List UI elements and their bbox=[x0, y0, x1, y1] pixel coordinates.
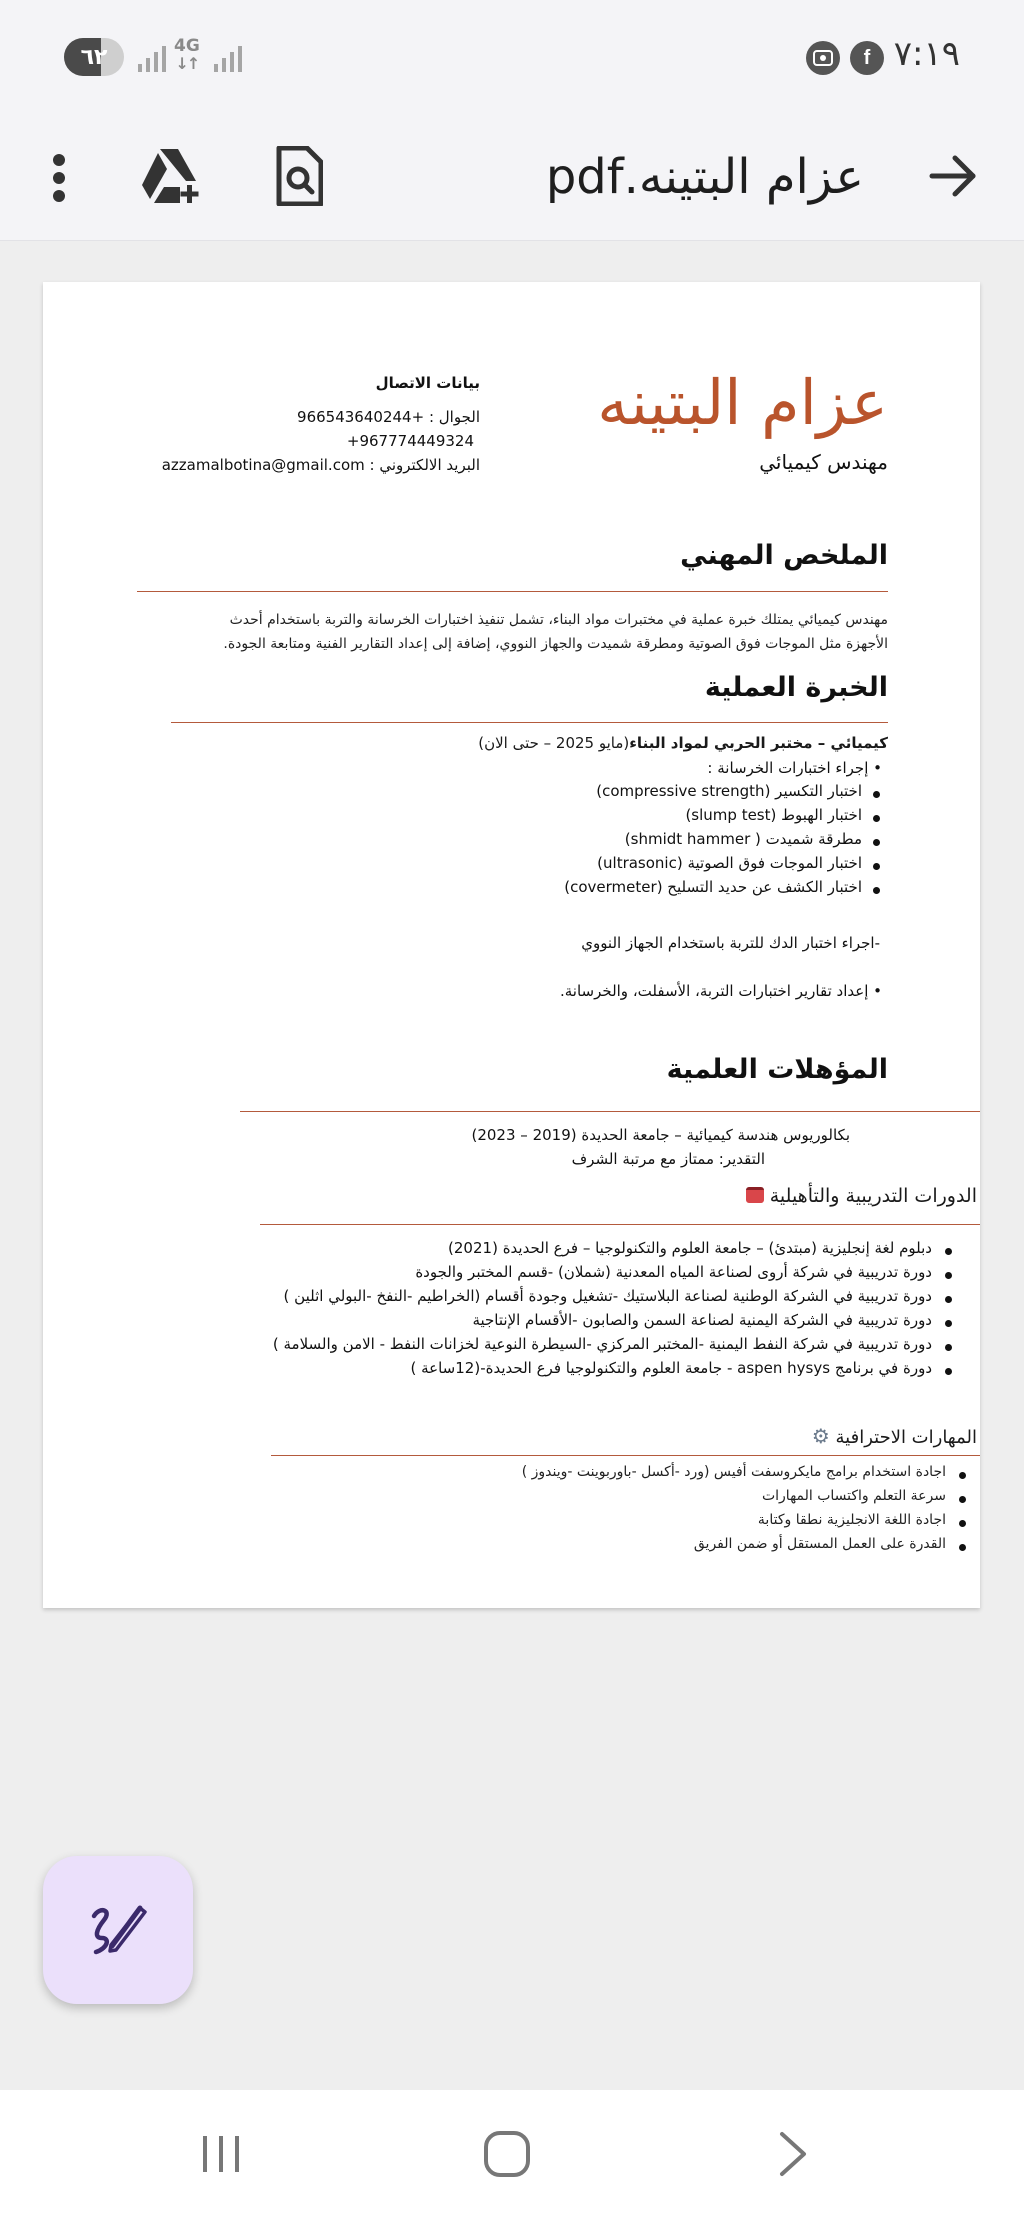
list-bullet bbox=[873, 815, 880, 822]
network-type: 4G bbox=[174, 36, 200, 56]
list-bullet bbox=[945, 1296, 952, 1303]
signal-icon bbox=[138, 44, 166, 72]
list-bullet bbox=[959, 1472, 966, 1479]
home-icon[interactable] bbox=[447, 2090, 567, 2218]
clock: ٧:١٩ bbox=[893, 34, 960, 74]
pdf-page[interactable] bbox=[43, 282, 980, 1608]
skills-heading-line bbox=[812, 1424, 977, 1448]
test-item: مطرقة شميدت ( shmidt hammer) bbox=[624, 830, 862, 848]
skill-item: اجادة اللغة الانجليزية نطقا وكتابة bbox=[757, 1512, 946, 1528]
facebook-icon: f bbox=[850, 41, 884, 75]
edit-annotate-icon bbox=[88, 1902, 148, 1958]
contact-heading: بيانات الاتصال bbox=[375, 374, 480, 392]
nuclear-test-item: -اجراء اختبار الدك للتربة باستخدام الجهاز النووي bbox=[581, 934, 880, 952]
list-bullet bbox=[945, 1320, 952, 1327]
education-heading: المؤهلات العلمية bbox=[666, 1054, 888, 1085]
email-address: azzamalbotina@gmail.com bbox=[161, 456, 365, 474]
battery-icon bbox=[64, 38, 124, 76]
section-divider bbox=[271, 1455, 980, 1456]
network-type-indicator: 4G ↓↑ bbox=[174, 36, 200, 73]
section-divider bbox=[260, 1224, 980, 1225]
recent-apps-icon[interactable] bbox=[161, 2090, 281, 2218]
courses-heading: الدورات التدريبية والتأهيلية bbox=[769, 1185, 977, 1207]
experience-role-line bbox=[478, 734, 888, 752]
list-bullet bbox=[959, 1496, 966, 1503]
list-bullet bbox=[873, 791, 880, 798]
add-to-drive-icon[interactable] bbox=[135, 139, 209, 213]
test-item: اختبار الهبوط (slump test) bbox=[685, 806, 862, 824]
job-title: مهندس كيميائي bbox=[759, 450, 888, 474]
summary-line-1: مهندس كيميائي يمتلك خبرة عملية في مختبرات مواد البناء، تشمل تنفيذ اختبارات الخرسانة والتربة باستخدام أحدث bbox=[229, 612, 888, 628]
email-label: البريد الالكتروني : bbox=[369, 456, 480, 474]
email-line bbox=[162, 456, 480, 474]
skills-heading: المهارات الاحترافية bbox=[835, 1427, 977, 1448]
list-bullet bbox=[945, 1272, 952, 1279]
skill-item: سرعة التعلم واكتساب المهارات bbox=[761, 1488, 946, 1504]
find-in-document-icon[interactable] bbox=[262, 139, 336, 213]
course-item: دبلوم لغة إنجليزية (مبتدئ) – جامعة العلوم والتكنولوجيا – فرع الحديدة (2021) bbox=[448, 1239, 932, 1257]
phone-label: الجوال : bbox=[428, 408, 480, 426]
app-toolbar bbox=[0, 115, 1024, 241]
list-bullet bbox=[945, 1344, 952, 1351]
course-item: دورة تدريبية في الشركة الوطنية لصناعة البلاستيك -تشغيل وجودة أقسام (الخراطيم -النفخ -البولي اثلين ) bbox=[283, 1287, 932, 1305]
back-arrow-icon[interactable] bbox=[916, 139, 990, 213]
skill-item: القدرة على العمل المستقل أو ضمن الفريق bbox=[693, 1536, 946, 1552]
course-item: دورة تدريبية في شركة أروى لصناعة المياه المعدنية (شملان) -قسم المختبر والجودة bbox=[415, 1263, 932, 1281]
annotate-fab-button[interactable] bbox=[43, 1856, 193, 2004]
list-bullet bbox=[945, 1368, 952, 1375]
phone-1: +966543640244 bbox=[297, 408, 425, 426]
signal-icon-secondary bbox=[214, 44, 242, 72]
test-item: اختبار التكسير (compressive strength) bbox=[596, 782, 862, 800]
skill-item: اجادة استخدام برامج مايكروسفت أفيس (ورد -أكسل -باوربوينت -ويندوز ) bbox=[521, 1464, 946, 1480]
battery-level: ٦٢ bbox=[80, 44, 108, 70]
course-item: دورة تدريبية في شركة النفط اليمنية -المختبر المركزي -السيطرة النوعية لخزانات النفط - الامن والسلامة ) bbox=[272, 1335, 932, 1353]
list-bullet bbox=[873, 839, 880, 846]
status-bar bbox=[0, 0, 1024, 115]
cast-icon bbox=[806, 41, 840, 75]
section-divider bbox=[137, 591, 888, 592]
experience-role: كيميائي – مختبر الحربي لمواد البناء bbox=[629, 734, 888, 752]
phone-2: +967774449324 bbox=[346, 432, 474, 450]
list-bullet bbox=[873, 887, 880, 894]
experience-period: (مايو 2025 – حتى الان) bbox=[478, 734, 630, 752]
course-item: دورة في برنامج aspen hysys - جامعة العلوم والتكنولوجيا فرع الحديدة-(12ساعة ) bbox=[410, 1359, 932, 1377]
test-item: اختبار الموجات فوق الصوتية (ultrasonic) bbox=[597, 854, 862, 872]
education-degree: بكالوريوس هندسة كيميائية – جامعة الحديدة (2019 – 2023) bbox=[471, 1126, 850, 1144]
document-title: عزام البتينه.pdf bbox=[545, 149, 864, 205]
phone-line bbox=[297, 408, 480, 426]
back-icon[interactable] bbox=[733, 2090, 853, 2218]
more-options-icon[interactable] bbox=[24, 143, 94, 213]
gear-icon: ⚙ bbox=[811, 1424, 830, 1448]
briefcase-icon bbox=[746, 1187, 764, 1203]
section-divider bbox=[171, 722, 888, 723]
list-bullet bbox=[959, 1544, 966, 1551]
list-bullet bbox=[959, 1520, 966, 1527]
test-item: اختبار الكشف عن حديد التسليح (covermeter) bbox=[564, 878, 862, 896]
list-bullet bbox=[945, 1248, 952, 1255]
education-grade: التقدير: ممتاز مع مرتبة الشرف bbox=[571, 1150, 765, 1168]
reports-item: • إعداد تقارير اختبارات التربة، الأسفلت، والخرسانة. bbox=[560, 982, 882, 1000]
summary-heading: الملخص المهني bbox=[680, 540, 888, 571]
courses-heading-line bbox=[746, 1185, 977, 1207]
experience-heading: الخبرة العملية bbox=[704, 672, 888, 703]
course-item: دورة تدريبية في الشركة اليمنية لصناعة السمن والصابون -الأقسام الإنتاجية bbox=[472, 1311, 932, 1329]
concrete-tests-heading: • إجراء اختبارات الخرسانة : bbox=[707, 759, 882, 777]
system-nav-bar bbox=[0, 2090, 1024, 2218]
list-bullet bbox=[873, 863, 880, 870]
summary-line-2: الأجهزة مثل الموجات فوق الصوتية ومطرقة شميدت والجهاز النووي، إضافة إلى إعداد التقارير الفنية ومتابعة الجودة. bbox=[223, 636, 888, 652]
section-divider bbox=[240, 1111, 980, 1112]
candidate-name: عزام البتينه bbox=[597, 366, 888, 439]
